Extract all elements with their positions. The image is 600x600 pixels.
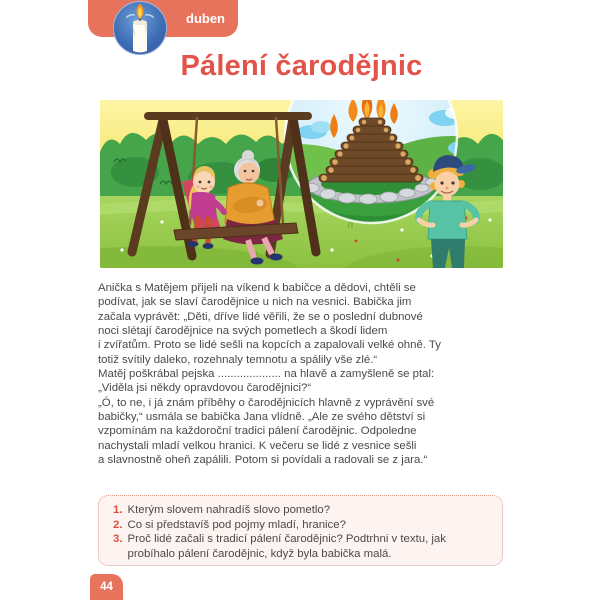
story-line: totiž svítily daleko, rozehnaly temnotu a spálily vše zlé.“ <box>98 353 378 366</box>
story-line: „Ó, to ne, i já znám příběhy o čarodějnicích hlavně z vyprávění své <box>98 396 435 409</box>
question-item <box>113 532 490 561</box>
story-line: podívat, jak se slaví čarodějnice u nich na vesnici. Babička jim <box>98 296 412 309</box>
question-text: Co si představíš pod pojmy mladí, hranice? <box>127 518 346 531</box>
question-number: 1. <box>113 504 123 516</box>
page-number-tab <box>90 574 123 600</box>
candle-icon <box>113 1 167 55</box>
question-number: 2. <box>113 518 123 531</box>
page-number: 44 <box>100 581 113 593</box>
story-line: a slavnostně oheň zapálili. Potom si povídali a radovali se z jara.“ <box>98 454 428 467</box>
story-line-with-blank: Matěj poškrábal pejska .................... na hlavě a zamyšleně se ptal: <box>98 368 435 381</box>
month-label: duben <box>186 11 225 26</box>
story-line: začala vyprávět: „Děti, dříve lidé věřili, že se o poslední dubnové <box>98 310 423 323</box>
story-line: vzpomínám na každoroční tradici pálení čarodějnic. Odpoledne <box>98 425 417 438</box>
question-item <box>113 503 490 518</box>
page-title: Pálení čarodějnic <box>180 50 423 82</box>
story-line: „Viděla jsi někdy opravdovou čarodějnici?“ <box>98 382 312 395</box>
story-line: noci slétají čarodějnice na svých pometlech a škodí lidem <box>98 325 388 338</box>
question-item <box>113 518 490 533</box>
story-line: babičky,“ usmála se babička Jana vlídně. „Ale ze svého dětství si <box>98 411 426 424</box>
questions-box <box>98 495 503 566</box>
story-illustration <box>100 100 503 268</box>
story-line: Anička s Matějem přijeli na víkend k babičce a dědovi, chtěli se <box>98 282 416 294</box>
question-text: Kterým slovem nahradíš slovo pometlo? <box>127 504 331 516</box>
question-text: Proč lidé začali s tradicí pálení čarodějnic? Podtrhni v textu, jak probíhalo pálení čarodějnic, když byla babička malá. <box>127 533 446 560</box>
question-number: 3. <box>113 533 123 546</box>
candle-icon-art <box>113 1 167 55</box>
story-line: nachystali mladí velkou hranici. K večeru se lidé z vesnice sešli <box>98 439 417 452</box>
illustration-art <box>100 100 503 268</box>
story-line: i zvířatům. Proto se lidé sešli na kopcích a zapalovali velké ohně. Ty <box>98 339 441 352</box>
story-text <box>98 281 504 467</box>
